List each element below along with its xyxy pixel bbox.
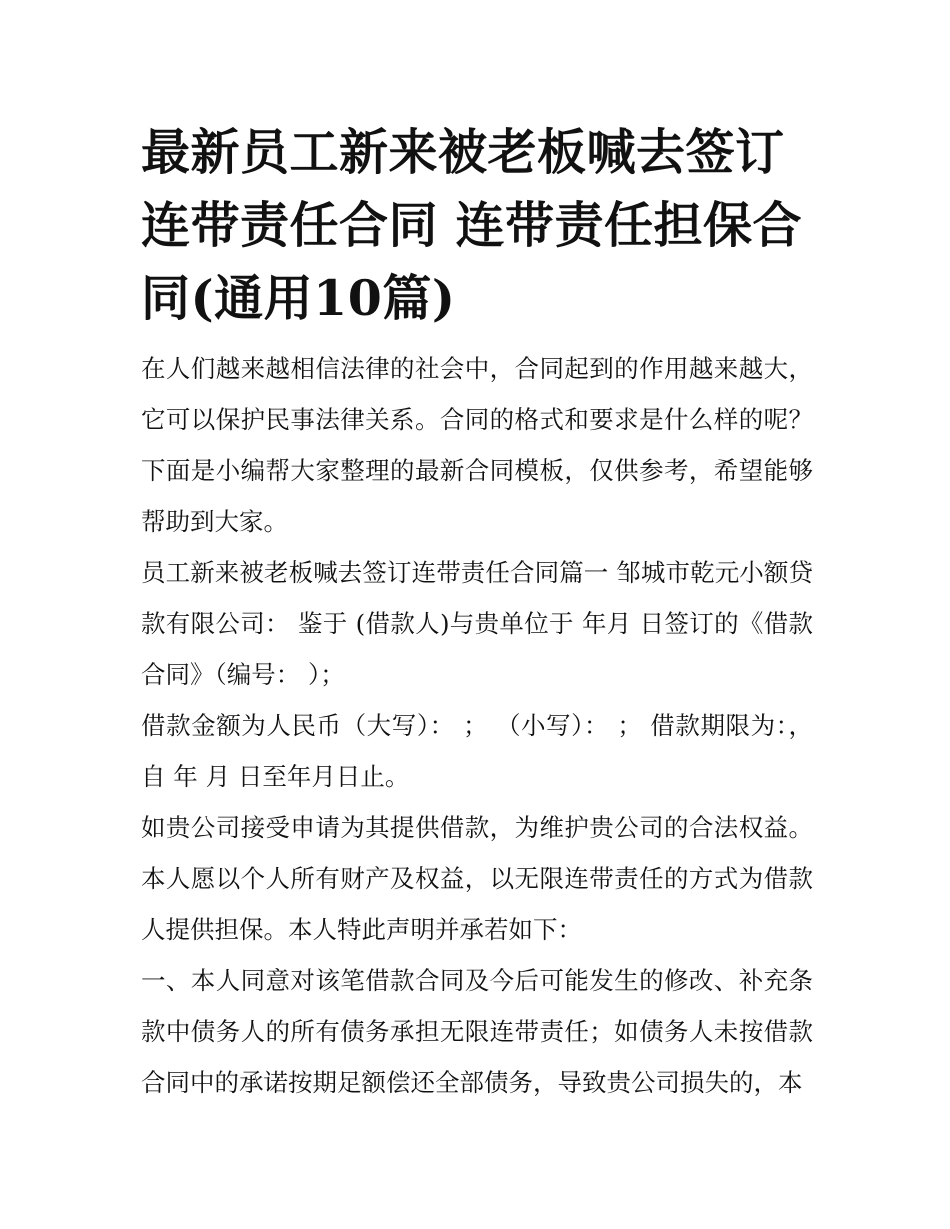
document-page bbox=[141, 116, 813, 1108]
paragraph-loan-amount: 借款金额为人民币（大写）： ； （小写）： ； 借款期限为：，自 年 月 日至年月日止。 bbox=[141, 711, 813, 791]
paragraph-intro: 在人们越来越相信法律的社会中，合同起到的作用越来越大，它可以保护民事法律关系。合同的格式和要求是什么样的呢？下面是小编帮大家整理的最新合同模板，仅供参考，希望能够帮助到大家。 bbox=[141, 354, 813, 536]
paragraph-clause-one: 一、本人同意对该笔借款合同及今后可能发生的修改、补充条款中债务人的所有债务承担无限连带责任；如债务人未按借款合同中的承诺按期足额偿还全部债务，导致贵公司损失的，本 bbox=[141, 966, 813, 1097]
paragraph-contract-parties: 员工新来被老板喊去签订连带责任合同篇一 邹城市乾元小额贷款有限公司： 鉴于 (借款人)与贵单位于 年月 日签订的《借款合同》（编号： ）； bbox=[141, 558, 813, 689]
document-title: 最新员工新来被老板喊去签订连带责任合同 连带责任担保合同(通用10篇) bbox=[141, 123, 803, 327]
paragraph-guarantee-declaration: 如贵公司接受申请为其提供借款，为维护贵公司的合法权益。本人愿以个人所有财产及权益，以无限连带责任的方式为借款人提供担保。本人特此声明并承若如下： bbox=[141, 813, 813, 944]
